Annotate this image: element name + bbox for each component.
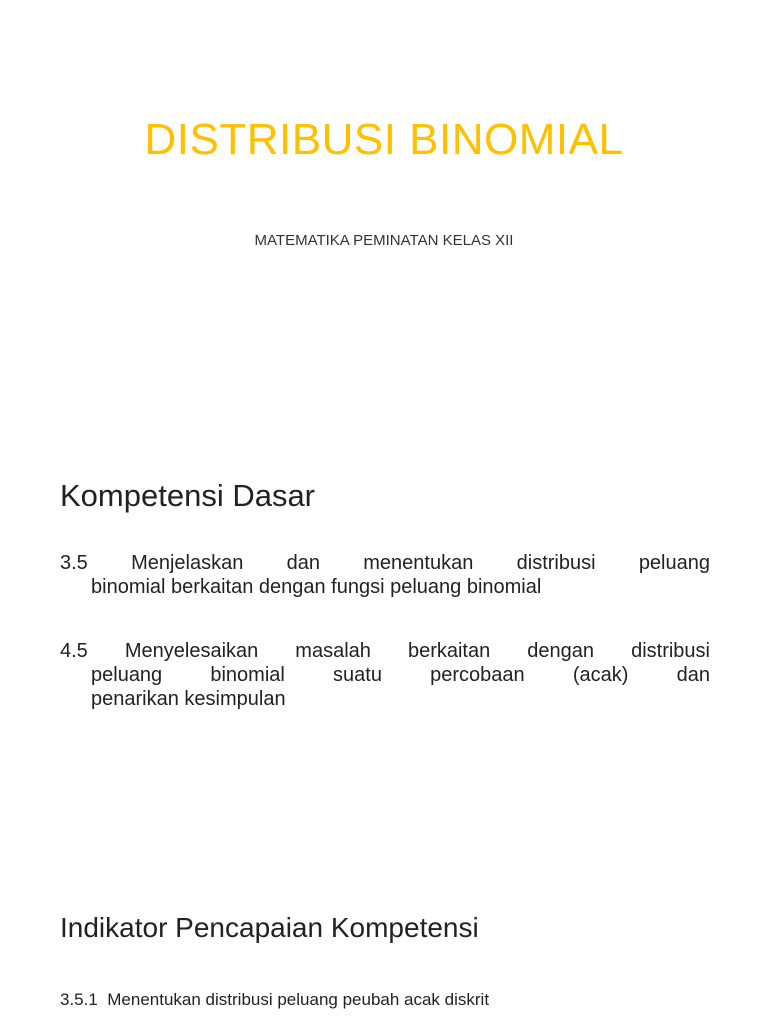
indikator-item-3-5-1: 3.5.1 Menentukan distribusi peluang peubah acak diskrit (60, 990, 490, 1009)
kompetensi-item-line: 3.5 Menjelaskan dan menentukan distribusi peluang (60, 552, 710, 574)
kompetensi-item-3-5 (60, 551, 710, 599)
document-title: DISTRIBUSI BINOMIAL (144, 115, 624, 164)
kompetensi-item-line: 4.5 Menyelesaikan masalah berkaitan dengan distribusi (60, 640, 710, 662)
kompetensi-item-4-5 (60, 639, 710, 711)
kompetensi-item-line: peluang binomial suatu percobaan (acak) dan (91, 664, 710, 686)
document-subtitle: MATEMATIKA PEMINATAN KELAS XII (254, 232, 514, 249)
kompetensi-item-line: binomial berkaitan dengan fungsi peluang binomial (91, 576, 542, 598)
kompetensi-item-line: penarikan kesimpulan (91, 688, 286, 710)
kompetensi-dasar-heading: Kompetensi Dasar (60, 478, 316, 513)
indikator-heading: Indikator Pencapaian Kompetensi (60, 912, 479, 943)
